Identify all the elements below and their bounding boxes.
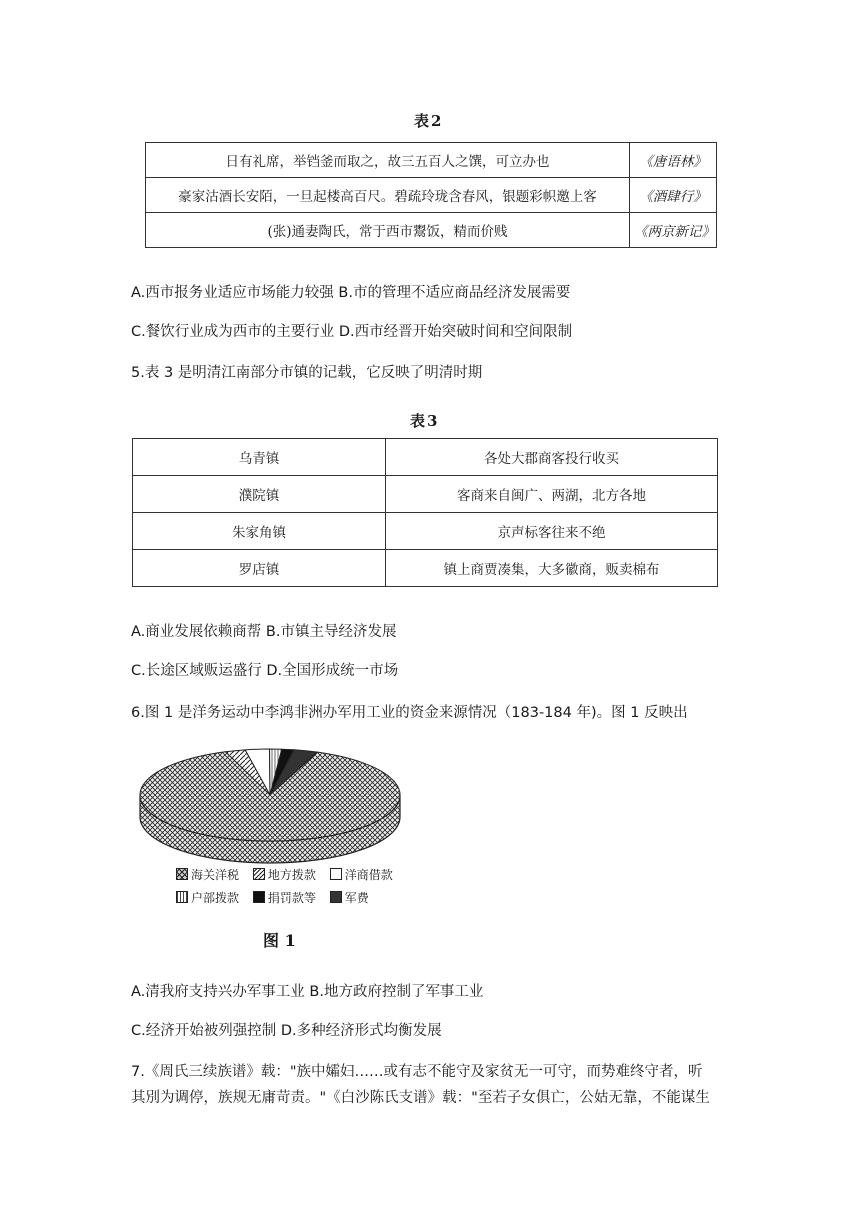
legend-item bbox=[253, 866, 316, 883]
q5-stem: 5.表 3 是明清江南部分市镇的记载，它反映了明清时期 bbox=[131, 365, 483, 381]
table-cell-town: 乌青镇 bbox=[133, 439, 386, 476]
legend-item bbox=[253, 889, 316, 906]
legend-label: 捐罚款等 bbox=[267, 891, 316, 905]
table-row bbox=[133, 439, 718, 476]
q7-line1: 7.《周氏三续族谱》载："族中孀妇……或有志不能守及家贫无一可守，而势难终守者，听 bbox=[131, 1064, 703, 1080]
table-cell-town: 罗店镇 bbox=[133, 550, 386, 587]
legend-item bbox=[330, 866, 393, 883]
table-cell-source: 《唐语林》 bbox=[630, 143, 717, 178]
table-cell-desc: 各处大郡商客投行收买 bbox=[386, 439, 718, 476]
table-cell-source: 《两京新记》 bbox=[630, 213, 717, 248]
table-cell: 日有礼席，举铛釜而取之，故三五百人之馔，可立办也 bbox=[146, 143, 630, 178]
table-row bbox=[146, 213, 717, 248]
table-cell-desc: 客商来自闽广、两湖，北方各地 bbox=[386, 476, 718, 513]
q7-line2: 其別为调停，族规无庸苛责。"《白沙陈氏支谱》载："至若子女俱亡，公姑无靠，不能谋生 bbox=[131, 1090, 710, 1106]
q4-options-line1: A.西市报务业适应市场能力较强 B.市的管理不适应商品经济发展需要 bbox=[131, 285, 571, 301]
legend-swatch bbox=[330, 868, 342, 880]
legend-label: 户部拨款 bbox=[191, 891, 240, 905]
table-cell-source: 《酒肆行》 bbox=[630, 178, 717, 213]
legend-swatch bbox=[253, 868, 265, 880]
legend-label: 洋商借款 bbox=[344, 868, 393, 882]
q4-options-line2: C.餐饮行业成为西市的主要行业 D.西市经晋开始突破时间和空间限制 bbox=[131, 324, 573, 340]
legend-item bbox=[330, 889, 369, 906]
legend-swatch bbox=[253, 891, 265, 903]
figure-caption: 图 1 bbox=[263, 931, 296, 950]
table3 bbox=[132, 438, 718, 587]
legend-label: 地方拨款 bbox=[267, 868, 316, 882]
q6-options-line1: A.清我府支持兴办军事工业 B.地方政府控制了军事工业 bbox=[131, 984, 484, 1000]
legend-swatch bbox=[176, 891, 188, 903]
table-row bbox=[146, 178, 717, 213]
table-row bbox=[133, 550, 718, 587]
table-cell-desc: 镇上商贾凑集，大多徽商，贩卖棉布 bbox=[386, 550, 718, 587]
table-cell-town: 濮院镇 bbox=[133, 476, 386, 513]
table-cell-town: 朱家角镇 bbox=[133, 513, 386, 550]
legend-swatch bbox=[330, 891, 342, 903]
legend-swatch bbox=[176, 868, 188, 880]
table2 bbox=[145, 142, 717, 248]
pie-top bbox=[140, 749, 400, 841]
q5-options-line1: A.商业发展依赖商帮 B.市镇主导经济发展 bbox=[131, 624, 397, 640]
table-row bbox=[146, 143, 717, 178]
pie-chart bbox=[130, 735, 430, 875]
q5-options-line2: C.长途区域贩运盛行 D.全国形成统一市场 bbox=[131, 663, 399, 679]
chart-legend bbox=[176, 866, 403, 906]
table-cell: 豪家沽酒长安陌，一旦起楼高百尺。碧疏玲珑含春风，银题彩帜邀上客 bbox=[146, 178, 630, 213]
legend-item bbox=[176, 889, 239, 906]
table-cell: (张)通妻陶氏，常于西市鬻饭，精而价贱 bbox=[146, 213, 630, 248]
q6-options-line2: C.经济开始被列强控制 D.多种经济形式均衡发展 bbox=[131, 1023, 442, 1039]
q6-stem: 6.图 1 是洋务运动中李鸿非洲办军用工业的资金来源情况（183-184 年)。图 1 反映出 bbox=[131, 705, 688, 721]
table-cell-desc: 京声标客往来不绝 bbox=[386, 513, 718, 550]
table3-caption: 表3 bbox=[410, 412, 440, 430]
table2-caption: 表2 bbox=[414, 112, 444, 130]
legend-item bbox=[176, 866, 239, 883]
table-row bbox=[133, 476, 718, 513]
table-row bbox=[133, 513, 718, 550]
legend-label: 海关洋税 bbox=[191, 868, 240, 882]
legend-label: 军费 bbox=[344, 891, 369, 905]
